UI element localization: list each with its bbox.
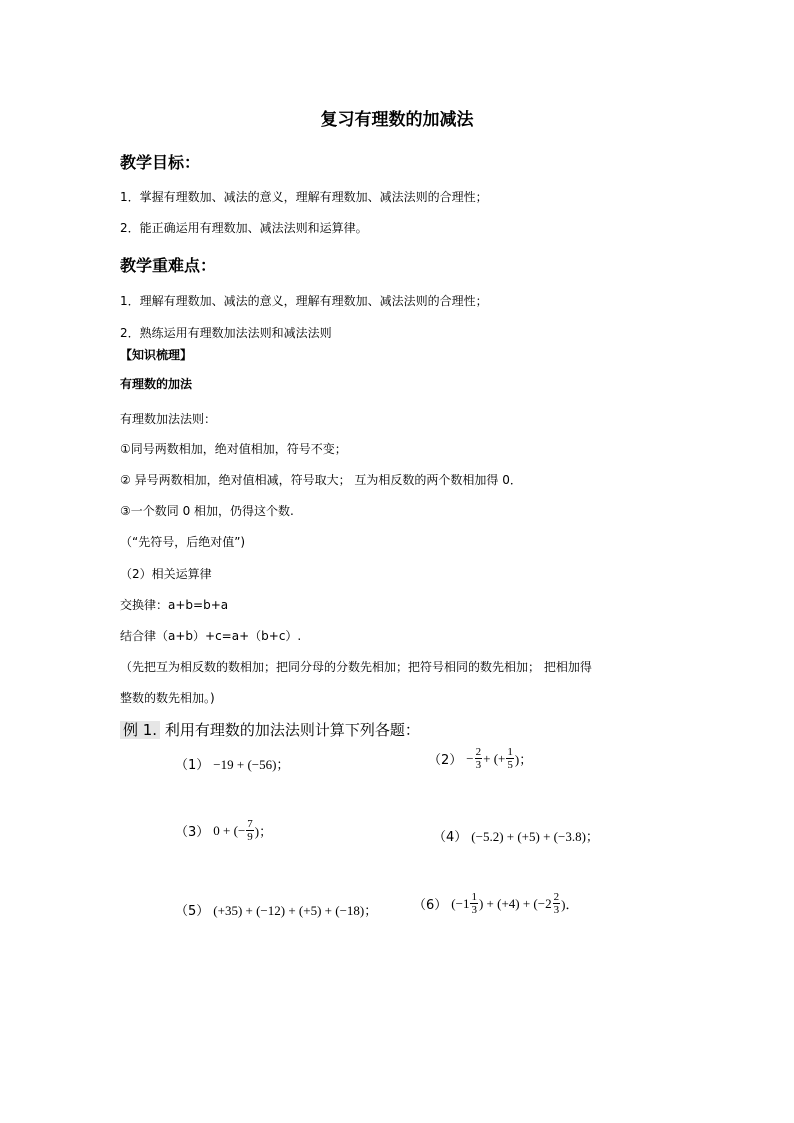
example-line — [120, 719, 420, 740]
expr-pre: − — [466, 750, 474, 766]
problem-3 — [175, 818, 272, 843]
fraction — [470, 891, 478, 916]
expr-part-2: ) + (+4) + (−2 — [478, 895, 552, 911]
rule-3: ③一个数同 0 相加，仍得这个数. — [120, 504, 294, 518]
rule-2: ② 异号两数相加，绝对值相减，符号取大； 互为相反数的两个数相加得 0． — [120, 473, 522, 487]
fraction-numerator: 1 — [507, 746, 513, 758]
fraction — [553, 891, 561, 916]
fraction — [506, 746, 514, 771]
rules-title: 有理数加法法则： — [120, 412, 217, 426]
problem-number: （3） — [175, 825, 210, 840]
fraction-numerator: 1 — [471, 891, 477, 903]
problem-number: （5） — [175, 904, 210, 919]
objective-item-2: 2．能正确运用有理数加、减法法则和运算律。 — [120, 221, 368, 235]
fraction-denominator: 5 — [507, 759, 513, 771]
objective-item-1: 1．掌握有理数加、减法的意义，理解有理数加、减法法则的合理性； — [120, 190, 488, 204]
expr-pre: 0 + (− — [213, 822, 246, 838]
associative-law: 结合律（a+b）+c=a+（b+c）. — [120, 629, 302, 643]
expr-part-1: (−1 — [451, 895, 470, 911]
problem-4 — [433, 826, 599, 845]
expr-post: )； — [254, 824, 273, 839]
page-title: 复习有理数的加减法 — [320, 110, 474, 130]
key-points-heading: 教学重难点： — [120, 256, 217, 275]
fraction-numerator: 7 — [247, 818, 253, 830]
problem-number: （6） — [413, 898, 448, 913]
example-label: 例 1. — [120, 721, 160, 739]
fraction-denominator: 3 — [471, 904, 477, 916]
expr-mid: + (+ — [483, 750, 506, 766]
problem-6 — [413, 891, 578, 916]
expr-post: )； — [514, 752, 533, 767]
key-point-item-2: 2．熟练运用有理数加法法则和减法法则 — [120, 326, 332, 340]
fraction-denominator: 3 — [475, 759, 482, 771]
fraction-denominator: 3 — [553, 904, 560, 916]
problem-1 — [175, 754, 289, 773]
tips-line-2: 整数的数先相加。) — [120, 691, 215, 705]
knowledge-heading: 【知识梳理】 — [120, 348, 193, 362]
fraction-numerator: 2 — [475, 746, 482, 758]
example-text: 利用有理数的加法法则计算下列各题： — [164, 721, 420, 739]
rule-1: ①同号两数相加，绝对值相加，符号不变； — [120, 442, 347, 456]
fraction — [246, 818, 254, 843]
fraction — [475, 746, 483, 771]
tips-line-1: （先把互为相反数的数相加；把同分母的分数先相加；把符号相同的数先相加； 把相加得 — [120, 660, 592, 674]
problem-number: （1） — [175, 758, 210, 773]
fraction-denominator: 9 — [247, 831, 253, 843]
key-point-item-1: 1．理解有理数加、减法的意义，理解有理数加、减法法则的合理性； — [120, 294, 488, 308]
problem-number: （4） — [433, 830, 468, 845]
expr-part-3: )． — [561, 897, 579, 912]
laws-title: （2）相关运算律 — [120, 567, 212, 581]
problem-expression: (+35) + (−12) + (+5) + (−18)； — [213, 903, 378, 918]
problem-number: （2） — [428, 753, 463, 768]
mnemonic: （“先符号，后绝对值”) — [120, 535, 246, 549]
fraction-numerator: 2 — [553, 891, 560, 903]
commutative-law: 交换律：a+b=b+a — [120, 598, 229, 612]
objectives-heading: 教学目标： — [120, 153, 201, 172]
problem-expression: −19 + (−56)； — [213, 757, 290, 772]
problem-expression: (−5.2) + (+5) + (−3.8)； — [471, 829, 599, 844]
problem-2 — [428, 746, 532, 771]
problem-5 — [175, 900, 377, 919]
addition-subheading: 有理数的加法 — [120, 377, 193, 391]
